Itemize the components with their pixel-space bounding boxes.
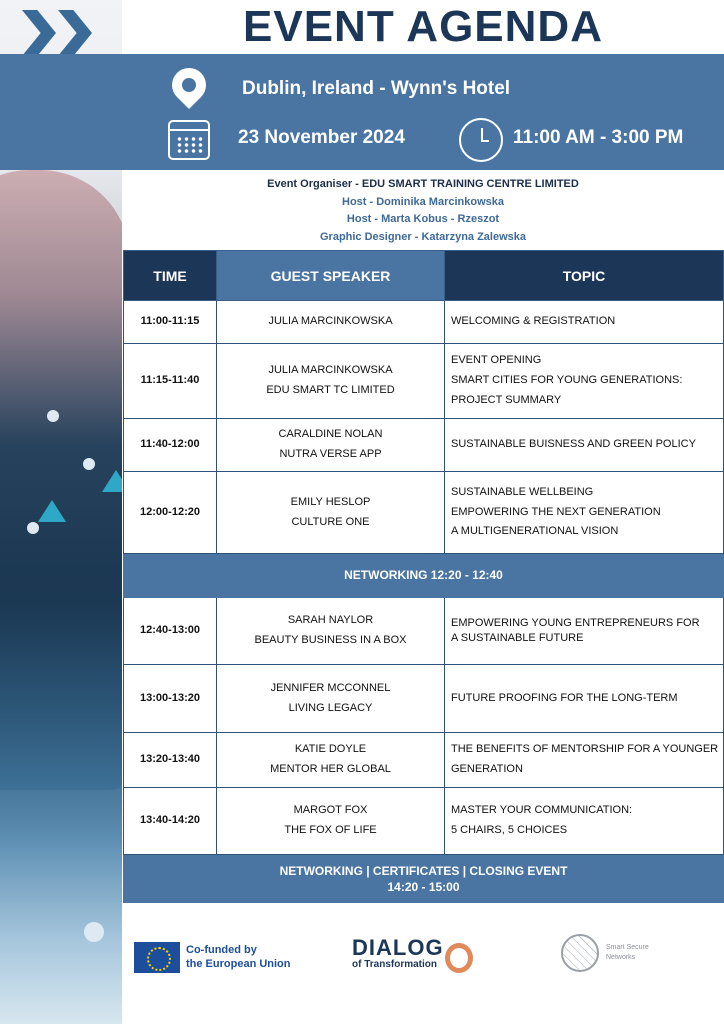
session-topic: WELCOMING & REGISTRATION	[445, 301, 724, 344]
closing-time: 14:20 - 15:00	[387, 880, 460, 894]
smart-secure-networks-logo-text: Smart Secure Networks	[606, 944, 649, 961]
table-row	[124, 788, 724, 855]
closing-band	[123, 855, 724, 903]
session-topic: EMPOWERING YOUNG ENTREPRENEURS FOR A SUSTAINABLE FUTURE	[445, 598, 724, 665]
session-time: 13:20-13:40	[124, 733, 217, 788]
session-time: 12:40-13:00	[124, 598, 217, 665]
session-speaker: CARALDINE NOLAN NUTRA VERSE APP	[217, 419, 445, 472]
session-speaker: JULIA MARCINKOWSKA	[217, 301, 445, 344]
agenda-table	[123, 250, 724, 855]
eu-cofunded-label: Co-funded by the European Union	[186, 944, 291, 970]
clock-icon	[459, 118, 503, 162]
event-time: 11:00 AM - 3:00 PM	[513, 127, 684, 148]
chevron-decoration	[22, 10, 56, 56]
session-topic: THE BENEFITS OF MENTORSHIP FOR A YOUNGER GENERATION	[445, 733, 724, 788]
dot-decoration	[84, 922, 104, 942]
session-topic: SUSTAINABLE BUISNESS AND GREEN POLICY	[445, 419, 724, 472]
table-header-row	[124, 251, 724, 301]
triangle-decoration	[38, 500, 66, 522]
closing-title: NETWORKING | CERTIFICATES | CLOSING EVENT	[279, 864, 568, 878]
event-credits	[122, 176, 724, 246]
dot-decoration	[47, 410, 59, 422]
table-row	[124, 733, 724, 788]
session-time: 11:15-11:40	[124, 344, 217, 419]
event-location: Dublin, Ireland - Wynn's Hotel	[242, 78, 511, 99]
session-time: 11:40-12:00	[124, 419, 217, 472]
host-line: Host - Dominika Marcinkowska	[342, 195, 504, 208]
host-line: Host - Marta Kobus - Rzeszot	[346, 213, 500, 226]
session-time: 12:00-12:20	[124, 472, 217, 554]
session-speaker: SARAH NAYLOR BEAUTY BUSINESS IN A BOX	[217, 598, 445, 665]
session-speaker: KATIE DOYLE MENTOR HER GLOBAL	[217, 733, 445, 788]
designer-line: Graphic Designer - Katarzyna Zalewska	[319, 230, 527, 243]
networking-row	[124, 554, 724, 598]
session-speaker: EMILY HESLOP CULTURE ONE	[217, 472, 445, 554]
dot-decoration	[83, 458, 95, 470]
triangle-decoration	[102, 470, 122, 492]
column-header-time: TIME	[124, 251, 217, 301]
event-date: 23 November 2024	[238, 127, 405, 148]
session-topic: MASTER YOUR COMMUNICATION: 5 CHAIRS, 5 CHOICES	[445, 788, 724, 855]
table-row	[124, 598, 724, 665]
session-speaker: JENNIFER MCCONNEL LIVING LEGACY	[217, 665, 445, 733]
eu-flag-logo	[134, 942, 180, 973]
table-row	[124, 419, 724, 472]
chevron-decoration	[58, 10, 92, 56]
session-speaker: JULIA MARCINKOWSKA EDU SMART TC LIMITED	[217, 344, 445, 419]
location-pin-icon	[165, 61, 213, 109]
globe-logo-icon	[561, 934, 599, 972]
session-speaker: MARGOT FOX THE FOX OF LIFE	[217, 788, 445, 855]
table-row	[124, 665, 724, 733]
session-topic: FUTURE PROOFING FOR THE LONG-TERM	[445, 665, 724, 733]
event-info-band	[0, 54, 724, 170]
table-row	[124, 472, 724, 554]
session-time: 13:40-14:20	[124, 788, 217, 855]
dialog-logo-ring-icon	[445, 943, 473, 973]
calendar-icon	[168, 120, 210, 160]
session-topic: SUSTAINABLE WELLBEING EMPOWERING THE NEXT GENERATION A MULTIGENERATIONAL VISION	[445, 472, 724, 554]
column-header-topic: TOPIC	[445, 251, 724, 301]
organiser-line: Event Organiser - EDU SMART TRAINING CENTRE LIMITED	[267, 178, 579, 190]
dot-decoration	[27, 522, 39, 534]
session-time: 13:00-13:20	[124, 665, 217, 733]
page-title: EVENT AGENDA	[243, 2, 603, 51]
networking-break: NETWORKING 12:20 - 12:40	[124, 554, 724, 598]
column-header-speaker: GUEST SPEAKER	[217, 251, 445, 301]
table-row	[124, 344, 724, 419]
dialog-of-transformation-logo: DIALOG of Transformation	[352, 935, 444, 970]
table-row	[124, 301, 724, 344]
session-time: 11:00-11:15	[124, 301, 217, 344]
session-topic: EVENT OPENING SMART CITIES FOR YOUNG GENERATIONS: PROJECT SUMMARY	[445, 344, 724, 419]
